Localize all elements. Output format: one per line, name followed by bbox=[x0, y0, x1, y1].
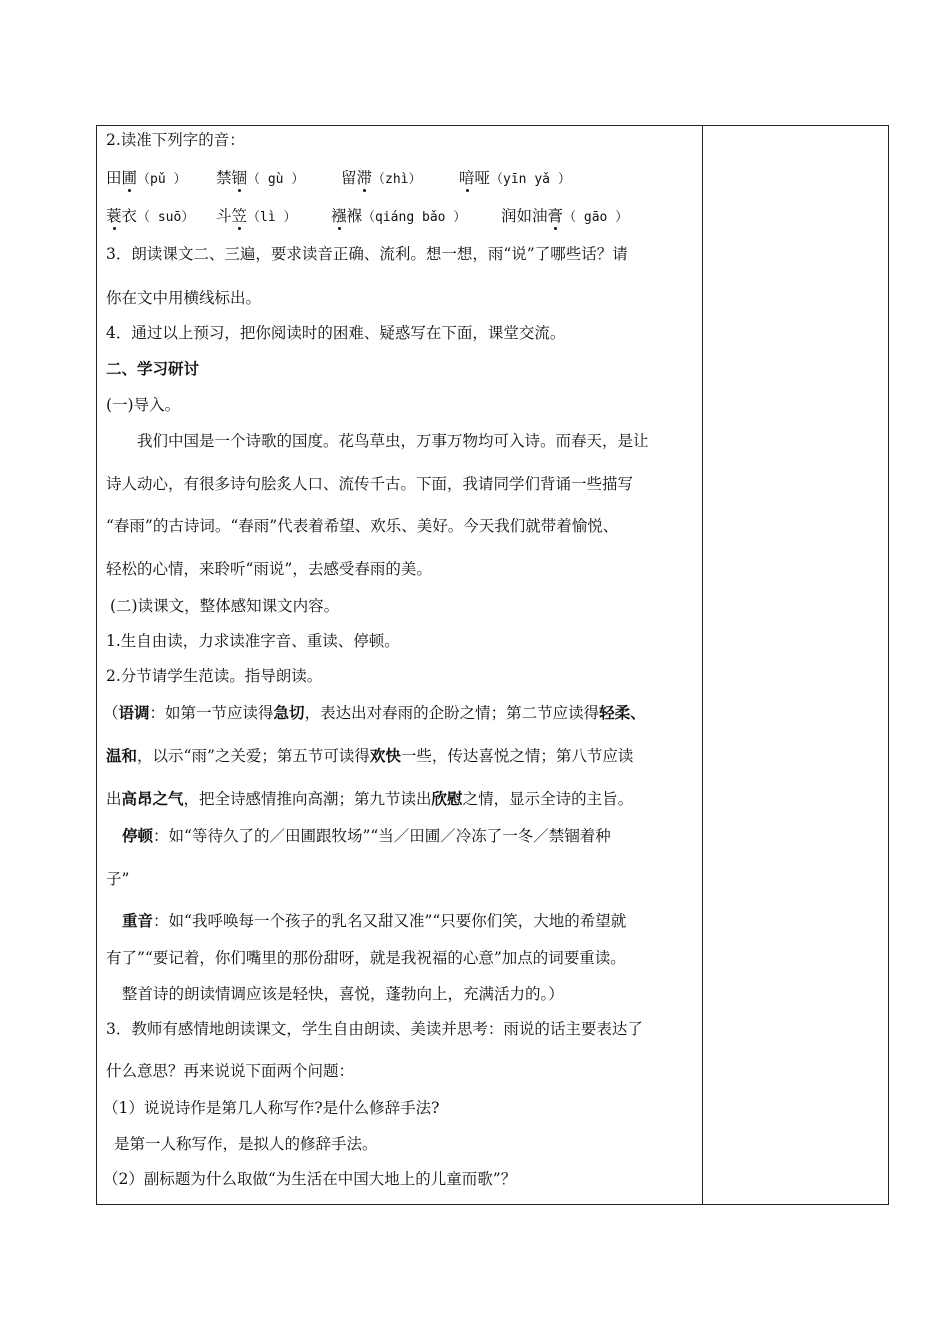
word-char: 禁 bbox=[216, 169, 232, 187]
tone-text: ：如第一节应读得 bbox=[149, 704, 274, 722]
word-char: 衣 bbox=[121, 207, 138, 225]
item-2-title: 2.读准下列字的音： bbox=[106, 131, 245, 149]
section-heading: 二、学习研讨 bbox=[106, 359, 200, 378]
intro-paragraph-line-4: 轻松的心情，来聆听“雨说”，去感受春雨的美。 bbox=[106, 560, 432, 578]
word-douli bbox=[216, 207, 247, 225]
item-3-teacher-line-2: 什么意思？再来说说下面两个问题： bbox=[106, 1062, 355, 1080]
pinyin-douli: （lì ） bbox=[247, 210, 297, 225]
read-step-2: 2.分节请学生范读。指导朗读。 bbox=[106, 667, 323, 685]
word-runruyougao bbox=[501, 207, 563, 225]
tone-text: 之情，显示全诗的主旨。 bbox=[462, 790, 634, 808]
read-title: (二)读课文，整体感知课文内容。 bbox=[110, 597, 340, 615]
word-group bbox=[106, 206, 216, 228]
word-char: 润 bbox=[501, 207, 517, 225]
word-group bbox=[459, 168, 571, 190]
dotted-char: 圃 bbox=[121, 169, 138, 187]
intro-title: (一)导入。 bbox=[106, 396, 181, 414]
tone-emphasis: 轻柔、 bbox=[599, 703, 646, 722]
pinyin-qiangbao: （qiáng bǎo ） bbox=[362, 210, 467, 225]
tone-emphasis: 欢快 bbox=[369, 746, 401, 765]
dotted-char: 笠 bbox=[231, 207, 248, 225]
word-group bbox=[106, 168, 216, 190]
tone-emphasis: 温和 bbox=[106, 746, 138, 765]
pinyin-row-1 bbox=[106, 168, 571, 190]
tone-line-2 bbox=[106, 746, 633, 766]
pause-line-1 bbox=[122, 826, 611, 846]
stress-label: 重音 bbox=[122, 911, 154, 930]
word-jingu bbox=[216, 169, 247, 187]
pinyin-tianpu: （pǔ ） bbox=[137, 172, 187, 187]
paren-open: （ bbox=[103, 704, 119, 722]
pinyin-row-2 bbox=[106, 206, 628, 228]
word-group bbox=[216, 168, 341, 190]
dotted-char: 膏 bbox=[547, 207, 564, 225]
word-char: 哑 bbox=[474, 169, 491, 187]
dotted-char: 襁 bbox=[331, 207, 347, 225]
tone-text: ，把全诗感情推向高潮；第九节读出 bbox=[183, 790, 432, 808]
stress-line-1 bbox=[122, 911, 626, 931]
column-divider bbox=[702, 126, 703, 1204]
pinyin-liuzhi: （zhì） bbox=[372, 172, 422, 187]
intro-paragraph-line-3: “春雨”的古诗词。“春雨”代表着希望、欢乐、美好。今天我们就带着愉悦、 bbox=[106, 517, 619, 535]
tone-text: 一些，传达喜悦之情；第八节应读 bbox=[400, 747, 634, 765]
tone-line-3 bbox=[106, 789, 633, 809]
read-step-1: 1.生自由读，力求读准字音、重读、停顿。 bbox=[106, 632, 400, 650]
tone-text: 出 bbox=[106, 790, 122, 808]
stress-text: ：如“我呼唤每一个孩子的乳名又甜又准”“只要你们笑，大地的希望就 bbox=[153, 912, 627, 930]
dotted-char: 蓑 bbox=[106, 207, 122, 225]
intro-paragraph-line-2: 诗人动心，有很多诗句脍炙人口、流传千古。下面，我请同学们背诵一些描写 bbox=[106, 475, 634, 493]
item-3-teacher-line-1: 3．教师有感情地朗读课文，学生自由朗读、美读并思考：雨说的话主要表达了 bbox=[106, 1020, 643, 1038]
pause-line-2: 子” bbox=[106, 870, 130, 888]
word-char: 留 bbox=[341, 169, 357, 187]
pinyin-suoyi: （ suō） bbox=[137, 210, 195, 225]
word-group bbox=[331, 206, 501, 228]
word-char: 如 bbox=[516, 207, 533, 225]
dotted-char: 滞 bbox=[356, 169, 373, 187]
stress-line-2: 有了”“要记着，你们嘴里的那份甜呀，就是我祝福的心意”加点的词要重读。 bbox=[106, 949, 626, 967]
word-liuzhi bbox=[341, 169, 372, 187]
tone-line-1 bbox=[103, 703, 646, 723]
word-char: 田 bbox=[106, 169, 122, 187]
word-qiangbao bbox=[331, 207, 362, 225]
word-suoyi bbox=[106, 207, 137, 225]
word-group bbox=[216, 206, 331, 228]
tone-emphasis: 急切 bbox=[273, 703, 305, 722]
item-3-line-2: 你在文中用横线标出。 bbox=[106, 289, 262, 307]
intro-paragraph-line-1: 我们中国是一个诗歌的国度。花鸟草虫，万事万物均可入诗。而春天，是让 bbox=[137, 432, 649, 450]
word-yinya bbox=[459, 169, 490, 187]
pinyin-jingu: （ gù ） bbox=[247, 172, 305, 187]
item-3-line-1: 3．朗读课文二、三遍，要求读音正确、流利。想一想，雨“说”了哪些话？请 bbox=[106, 245, 628, 263]
pause-label: 停顿 bbox=[122, 826, 154, 845]
tone-text: ，表达出对春雨的企盼之情；第二节应读得 bbox=[304, 704, 600, 722]
lesson-content-cell bbox=[97, 126, 702, 1204]
question-1: （1）说说诗作是第几人称写作?是什么修辞手法? bbox=[103, 1099, 440, 1117]
tone-text: ，以示“雨”之关爱；第五节可读得 bbox=[137, 747, 370, 765]
whole-poem-tone: 整首诗的朗读情调应该是轻快，喜悦，蓬勃向上，充满活力的。） bbox=[122, 985, 564, 1003]
word-group bbox=[341, 168, 459, 190]
item-4: 4．通过以上预习，把你阅读时的困难、疑惑写在下面，课堂交流。 bbox=[106, 324, 566, 342]
pause-text: ：如“等待久了的／田圃跟牧场”“当／田圃／冷冻了一冬／禁锢着种 bbox=[153, 827, 611, 845]
lesson-table bbox=[96, 125, 889, 1205]
word-char: 褓 bbox=[346, 207, 363, 225]
word-tianpu bbox=[106, 169, 137, 187]
tone-emphasis: 高昂之气 bbox=[121, 789, 184, 808]
dotted-char: 锢 bbox=[231, 169, 248, 187]
question-2: （2）副标题为什么取做“为生活在中国大地上的儿童而歌”？ bbox=[103, 1170, 517, 1188]
word-group bbox=[501, 206, 628, 228]
word-char: 油 bbox=[532, 207, 548, 225]
answer-1: 是第一人称写作，是拟人的修辞手法。 bbox=[114, 1135, 378, 1153]
tone-emphasis: 欣慰 bbox=[431, 789, 463, 808]
dotted-char: 喑 bbox=[459, 169, 475, 187]
word-char: 斗 bbox=[216, 207, 232, 225]
pinyin-yinya: （yīn yǎ ） bbox=[490, 172, 571, 187]
tone-label: 语调 bbox=[118, 703, 150, 722]
pinyin-runruyougao: （ gāo ） bbox=[563, 210, 629, 225]
